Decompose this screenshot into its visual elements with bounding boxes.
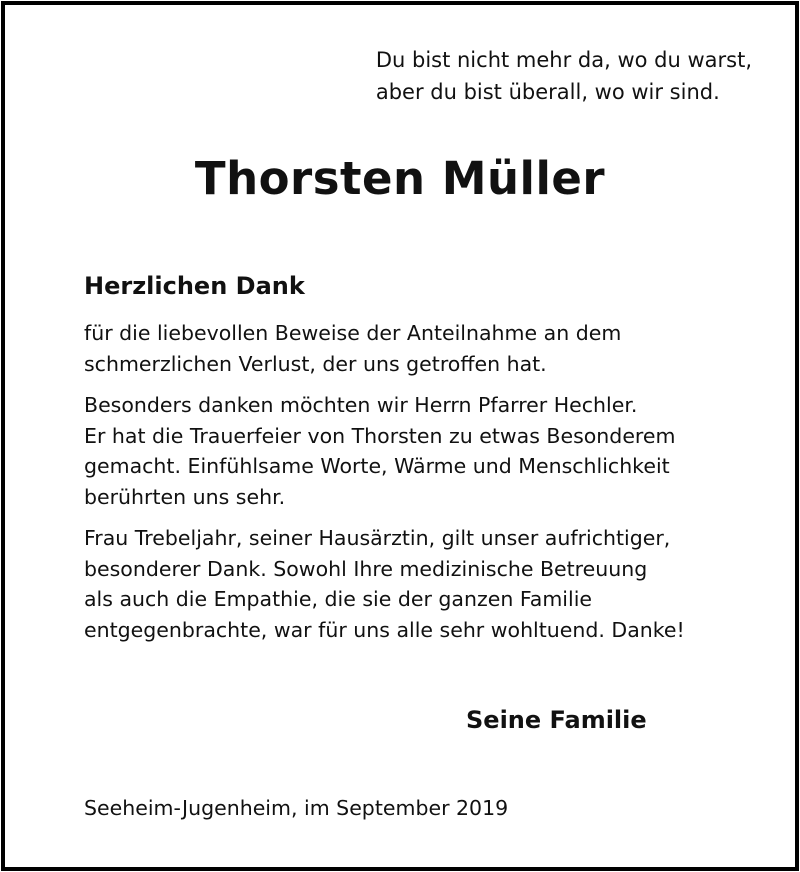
paragraph-line: schmerzlichen Verlust, der uns getroffen hat.: [84, 351, 547, 376]
paragraph: [84, 318, 764, 379]
paragraph-line: Frau Trebeljahr, seiner Hausärztin, gilt unser aufrichtiger,: [84, 526, 671, 550]
place-and-date: Seeheim-Jugenheim, im September 2019: [84, 796, 509, 820]
paragraph-line: besonderer Dank. Sowohl Ihre medizinische Betreuung: [84, 556, 648, 581]
motto-line: aber du bist überall, wo wir sind.: [375, 80, 720, 104]
signature: Seine Familie: [466, 706, 647, 734]
thanks-body: [84, 318, 764, 656]
thanks-heading: Herzlichen Dank: [84, 272, 305, 300]
deceased-name: Thorsten Müller: [194, 152, 606, 205]
paragraph-line: Er hat die Trauerfeier von Thorsten zu etwas Besonderem: [84, 423, 676, 448]
paragraph-line: berührten uns sehr.: [84, 484, 286, 509]
paragraph-line: für die liebevollen Beweise der Anteilnahme an dem: [84, 321, 622, 345]
paragraph: [84, 390, 764, 512]
paragraph-line: Besonders danken möchten wir Herrn Pfarrer Hechler.: [84, 393, 638, 417]
motto-line: Du bist nicht mehr da, wo du warst,: [375, 48, 752, 72]
paragraph-line: entgegenbrachte, war für uns alle sehr wohltuend. Danke!: [84, 617, 685, 642]
paragraph-line: gemacht. Einfühlsame Worte, Wärme und Menschlichkeit: [84, 454, 670, 478]
paragraph-line: als auch die Empathie, die sie der ganzen Familie: [84, 587, 592, 611]
paragraph: [84, 523, 764, 645]
motto-quote: [376, 44, 752, 108]
